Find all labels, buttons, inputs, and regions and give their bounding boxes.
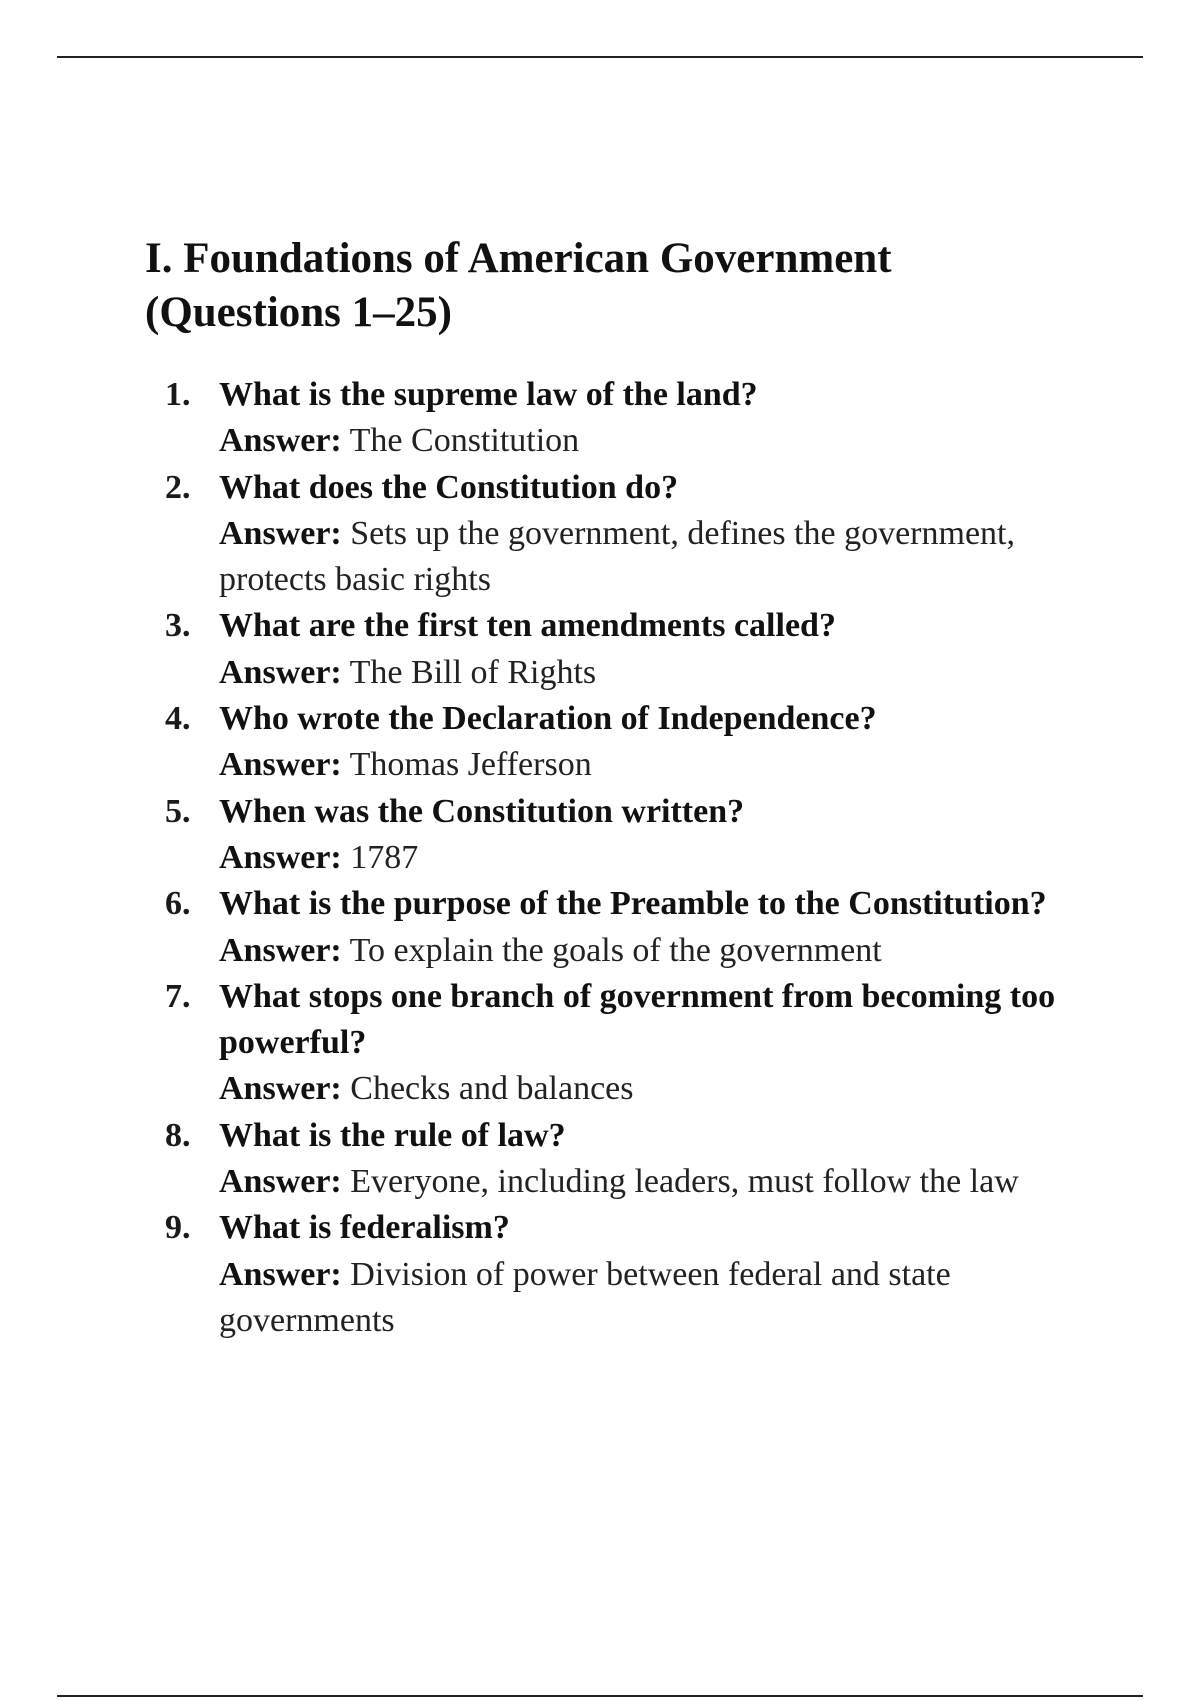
list-item <box>145 372 1105 465</box>
answer <box>219 1252 1105 1345</box>
item-number: 5. <box>165 792 191 830</box>
question-text: What is federalism? <box>219 1209 510 1247</box>
answer <box>219 1159 1105 1205</box>
bottom-rule <box>57 1695 1143 1697</box>
question-text: What stops one branch of government from becoming too powerful? <box>219 977 1056 1062</box>
item-number: 2. <box>165 468 191 506</box>
answer-label: Answer: <box>219 422 342 460</box>
answer-label: Answer: <box>219 746 342 784</box>
list-item <box>145 1205 1105 1344</box>
answer-text: Division of power between federal and state governments <box>219 1255 951 1339</box>
answer-label: Answer: <box>219 838 342 876</box>
list-item <box>145 789 1105 882</box>
answer-label: Answer: <box>219 1070 342 1108</box>
item-number: 9. <box>165 1209 191 1247</box>
list-item <box>145 465 1105 604</box>
answer-label: Answer: <box>219 514 342 552</box>
list-item <box>145 881 1105 974</box>
answer-text: 1787 <box>350 838 419 876</box>
answer-text: To explain the goals of the government <box>349 931 882 969</box>
section-title-line-1: I. Foundations of American Government <box>145 235 892 282</box>
section-title <box>145 232 1105 340</box>
answer-text: The Bill of Rights <box>349 653 597 691</box>
list-item <box>145 974 1105 1113</box>
question-text: What is the supreme law of the land? <box>219 376 758 413</box>
answer <box>219 835 1105 881</box>
list-item <box>145 1113 1105 1206</box>
question-text: What is the rule of law? <box>219 1116 566 1154</box>
top-rule <box>57 56 1143 58</box>
answer <box>219 418 1105 464</box>
list-item <box>145 696 1105 789</box>
answer-label: Answer: <box>219 1163 342 1201</box>
item-number: 8. <box>165 1116 191 1154</box>
answer-text: Everyone, including leaders, must follow the law <box>350 1163 1019 1201</box>
answer-label: Answer: <box>219 653 342 691</box>
answer <box>219 928 1105 974</box>
answer-text: Checks and balances <box>350 1070 634 1108</box>
answer <box>219 1066 1105 1112</box>
question-text: What are the first ten amendments called? <box>219 607 836 645</box>
list-item <box>145 603 1105 696</box>
section-title-line-2: (Questions 1–25) <box>145 289 452 336</box>
item-number: 4. <box>165 700 191 738</box>
answer-text: The Constitution <box>349 422 580 460</box>
item-number: 7. <box>165 977 191 1015</box>
item-number: 3. <box>165 607 191 645</box>
question-list <box>145 372 1105 1344</box>
answer <box>219 650 1105 696</box>
item-number: 1. <box>165 376 191 413</box>
answer-label: Answer: <box>219 1255 342 1293</box>
page-content <box>145 232 1105 1344</box>
question-text: When was the Constitution written? <box>219 792 745 830</box>
answer <box>219 511 1105 604</box>
question-text: What does the Constitution do? <box>219 468 679 506</box>
question-text: Who wrote the Declaration of Independence? <box>219 700 877 738</box>
answer-label: Answer: <box>219 931 342 969</box>
question-text: What is the purpose of the Preamble to the Constitution? <box>219 885 1047 923</box>
answer-text: Sets up the government, defines the government, protects basic rights <box>219 514 1015 599</box>
answer-text: Thomas Jefferson <box>349 746 592 784</box>
answer <box>219 742 1105 788</box>
item-number: 6. <box>165 885 191 923</box>
